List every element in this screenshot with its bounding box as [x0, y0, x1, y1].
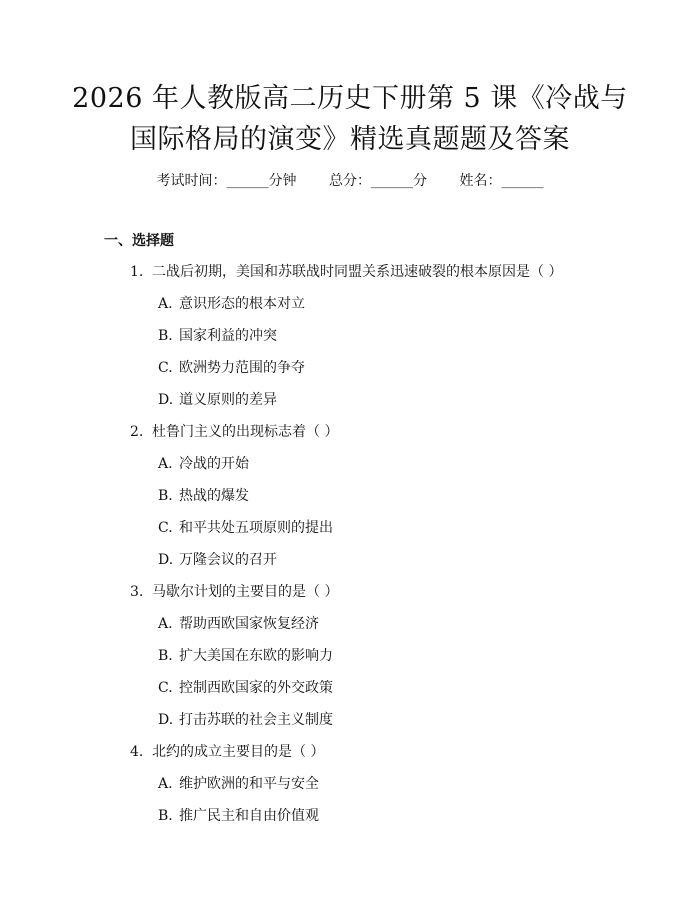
- option-text: 帮助西欧国家恢复经济: [179, 616, 319, 632]
- option-text: 维护欧洲的和平与安全: [179, 776, 319, 792]
- option-text: 打击苏联的社会主义制度: [179, 712, 333, 728]
- option-text: 国家利益的冲突: [179, 328, 277, 344]
- question-number: 4.: [130, 744, 144, 760]
- title-line-1: 2026 年人教版高二历史下册第 5 课《冷战与: [72, 83, 628, 114]
- option-letter: B.: [158, 488, 173, 504]
- option-3b: [158, 645, 333, 665]
- option-text: 意识形态的根本对立: [179, 296, 305, 312]
- option-text: 欧洲势力范围的争夺: [179, 360, 305, 376]
- option-text: 扩大美国在东欧的影响力: [179, 648, 333, 664]
- option-text: 冷战的开始: [179, 456, 249, 472]
- option-2b: [158, 485, 249, 505]
- exam-meta: [0, 170, 700, 190]
- option-letter: B.: [158, 328, 173, 344]
- option-text: 道义原则的差异: [179, 392, 277, 408]
- question-2: [130, 421, 338, 441]
- option-3a: [158, 613, 319, 633]
- option-2c: [158, 517, 333, 537]
- option-2a: [158, 453, 249, 473]
- question-number: 3.: [130, 584, 144, 600]
- option-text: 热战的爆发: [179, 488, 249, 504]
- option-4a: [158, 773, 319, 793]
- option-letter: C.: [158, 680, 173, 696]
- question-text: 北约的成立主要目的是（ ）: [152, 744, 325, 760]
- option-2d: [158, 549, 277, 569]
- student-name-label: 姓名：______: [459, 173, 544, 189]
- exam-time-label: 考试时间：______分钟: [156, 173, 297, 189]
- option-4b: [158, 805, 319, 825]
- option-letter: A.: [158, 616, 173, 632]
- option-letter: C.: [158, 360, 173, 376]
- option-1d: [158, 389, 277, 409]
- option-text: 和平共处五项原则的提出: [179, 520, 333, 536]
- question-text: 二战后初期，美国和苏联战时同盟关系迅速破裂的根本原因是（ ）: [152, 264, 563, 280]
- document-title: [60, 78, 640, 160]
- section-title: 一、选择题: [104, 233, 174, 249]
- option-letter: D.: [158, 712, 174, 728]
- option-1a: [158, 293, 305, 313]
- option-letter: A.: [158, 296, 173, 312]
- total-score-label: 总分：______分: [329, 173, 427, 189]
- question-number: 2.: [130, 424, 144, 440]
- question-3: [130, 581, 338, 601]
- question-text: 杜鲁门主义的出现标志着（ ）: [152, 424, 339, 440]
- question-4: [130, 741, 324, 761]
- option-letter: A.: [158, 456, 173, 472]
- question-number: 1.: [130, 264, 144, 280]
- option-3c: [158, 677, 333, 697]
- title-line-2: 国际格局的演变》精选真题题及答案: [130, 124, 570, 155]
- option-letter: C.: [158, 520, 173, 536]
- option-1b: [158, 325, 277, 345]
- option-text: 控制西欧国家的外交政策: [179, 680, 333, 696]
- option-text: 万隆会议的召开: [179, 552, 277, 568]
- question-1: [130, 261, 562, 281]
- option-letter: B.: [158, 648, 173, 664]
- option-letter: B.: [158, 808, 173, 824]
- option-1c: [158, 357, 305, 377]
- option-letter: A.: [158, 776, 173, 792]
- option-text: 推广民主和自由价值观: [179, 808, 319, 824]
- question-text: 马歇尔计划的主要目的是（ ）: [152, 584, 339, 600]
- option-letter: D.: [158, 552, 174, 568]
- option-3d: [158, 709, 333, 729]
- option-letter: D.: [158, 392, 174, 408]
